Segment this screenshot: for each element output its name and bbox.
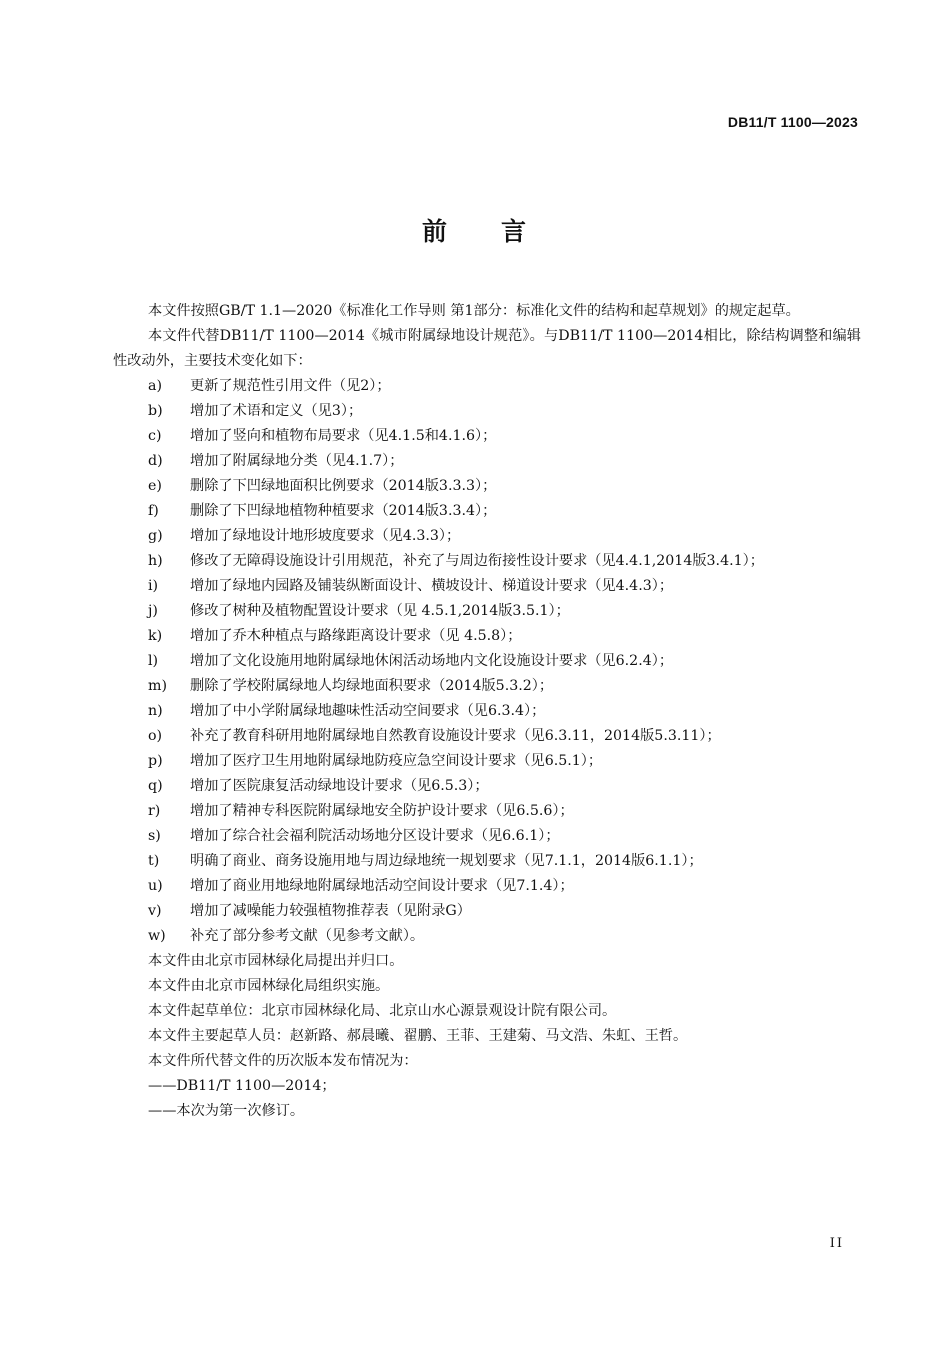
list-marker: d) bbox=[148, 453, 163, 469]
list-text: 增加了乔木种植点与路缘距离设计要求（见 4.5.8）； bbox=[190, 628, 522, 644]
list-marker: n) bbox=[148, 703, 163, 719]
list-text: 修改了树种及植物配置设计要求（见 4.5.1,2014版3.5.1）； bbox=[190, 603, 570, 619]
proposer-line: 本文件由北京市园林绿化局提出并归口。 bbox=[148, 953, 404, 969]
technical-changes-list bbox=[113, 374, 861, 949]
list-item bbox=[113, 499, 861, 524]
list-text: 增加了医院康复活动绿地设计要求（见6.5.3）； bbox=[190, 778, 489, 794]
list-text: 增加了绿地设计地形坡度要求（见4.3.3）； bbox=[190, 528, 461, 544]
intro-paragraph-1: 本文件按照GB/T 1.1—2020《标准化工作导则 第1部分：标准化文件的结构和起草规划》的规定起草。 bbox=[148, 303, 800, 319]
list-item bbox=[113, 574, 861, 599]
drafting-units-line: 本文件起草单位：北京市园林绿化局、北京山水心源景观设计院有限公司。 bbox=[148, 1003, 617, 1019]
list-item bbox=[113, 424, 861, 449]
history-heading-line: 本文件所代替文件的历次版本发布情况为： bbox=[148, 1053, 418, 1069]
list-marker: r) bbox=[148, 803, 161, 819]
list-item bbox=[113, 774, 861, 799]
list-marker: f) bbox=[148, 503, 159, 519]
list-item bbox=[113, 699, 861, 724]
list-marker: l) bbox=[148, 653, 159, 669]
list-text: 补充了教育科研用地附属绿地自然教育设施设计要求（见6.3.11，2014版5.3.11）； bbox=[190, 728, 721, 744]
page-title bbox=[0, 212, 950, 248]
list-text: 增加了附属绿地分类（见4.1.7）； bbox=[190, 453, 404, 469]
list-item bbox=[113, 899, 861, 924]
list-marker: c) bbox=[148, 428, 162, 444]
list-marker: w) bbox=[148, 928, 166, 944]
list-marker: u) bbox=[148, 878, 163, 894]
list-item bbox=[113, 849, 861, 874]
list-marker: p) bbox=[148, 753, 163, 769]
list-text: 增加了绿地内园路及铺装纵断面设计、横坡设计、梯道设计要求（见4.4.3）； bbox=[190, 578, 674, 594]
list-item bbox=[113, 524, 861, 549]
document-code: DB11/T 1100—2023 bbox=[727, 114, 858, 130]
list-item bbox=[113, 374, 861, 399]
list-text: 增加了竖向和植物布局要求（见4.1.5和4.1.6）； bbox=[190, 428, 497, 444]
list-text: 删除了学校附属绿地人均绿地面积要求（2014版5.3.2）； bbox=[190, 678, 554, 694]
list-marker: j) bbox=[148, 603, 158, 619]
title-char-2: 言 bbox=[501, 217, 529, 246]
list-marker: g) bbox=[148, 528, 163, 544]
page-number: II bbox=[829, 1236, 844, 1251]
list-item bbox=[113, 399, 861, 424]
list-text: 增加了医疗卫生用地附属绿地防疫应急空间设计要求（见6.5.1）； bbox=[190, 753, 603, 769]
list-marker: i) bbox=[148, 578, 159, 594]
list-text: 增加了精神专科医院附属绿地安全防护设计要求（见6.5.6）； bbox=[190, 803, 574, 819]
list-text: 增加了术语和定义（见3）； bbox=[190, 403, 363, 419]
list-item bbox=[113, 824, 861, 849]
list-marker: t) bbox=[148, 853, 160, 869]
list-text: 明确了商业、商务设施用地与周边绿地统一规划要求（见7.1.1，2014版6.1.1）； bbox=[190, 853, 703, 869]
list-text: 更新了规范性引用文件（见2）； bbox=[190, 378, 391, 394]
list-marker: s) bbox=[148, 828, 161, 844]
list-item bbox=[113, 649, 861, 674]
list-marker: v) bbox=[148, 903, 162, 919]
list-item bbox=[113, 799, 861, 824]
list-item bbox=[113, 874, 861, 899]
list-text: 增加了文化设施用地附属绿地休闲活动场地内文化设施设计要求（见6.2.4）； bbox=[190, 653, 674, 669]
list-item bbox=[113, 924, 861, 949]
list-marker: h) bbox=[148, 553, 163, 569]
list-text: 增加了综合社会福利院活动场地分区设计要求（见6.6.1）； bbox=[190, 828, 560, 844]
intro-paragraph-2: 本文件代替DB11/T 1100—2014《城市附属绿地设计规范》。与DB11/T 1100—2014相比，除结构调整和编辑性改动外，主要技术变化如下： bbox=[113, 328, 861, 369]
list-item bbox=[113, 749, 861, 774]
list-item bbox=[113, 449, 861, 474]
list-item bbox=[113, 674, 861, 699]
list-marker: o) bbox=[148, 728, 163, 744]
list-text: 删除了下凹绿地面积比例要求（2014版3.3.3）； bbox=[190, 478, 497, 494]
list-text: 修改了无障碍设施设计引用规范，补充了与周边衔接性设计要求（见4.4.1,2014版3.4.1）； bbox=[190, 553, 764, 569]
list-item bbox=[113, 624, 861, 649]
list-text: 删除了下凹绿地植物种植要求（2014版3.3.4）； bbox=[190, 503, 497, 519]
list-text: 增加了减噪能力较强植物推荐表（见附录G） bbox=[190, 903, 471, 919]
list-marker: m) bbox=[148, 678, 167, 694]
history-item-2: ——本次为第一次修订。 bbox=[148, 1103, 305, 1119]
drafters-line: 本文件主要起草人员：赵新路、郝晨曦、翟鹏、王菲、王建菊、马文浩、朱虹、王哲。 bbox=[148, 1028, 688, 1044]
list-text: 增加了商业用地绿地附属绿地活动空间设计要求（见7.1.4）； bbox=[190, 878, 574, 894]
foreword-body bbox=[113, 299, 861, 1124]
list-item bbox=[113, 549, 861, 574]
list-item bbox=[113, 474, 861, 499]
list-marker: q) bbox=[148, 778, 163, 794]
list-marker: k) bbox=[148, 628, 163, 644]
list-marker: e) bbox=[148, 478, 162, 494]
history-item-1: ——DB11/T 1100—2014； bbox=[148, 1078, 336, 1094]
title-char-1: 前 bbox=[421, 217, 449, 246]
list-item bbox=[113, 599, 861, 624]
list-item bbox=[113, 724, 861, 749]
list-text: 增加了中小学附属绿地趣味性活动空间要求（见6.3.4）； bbox=[190, 703, 546, 719]
list-marker: a) bbox=[148, 378, 162, 394]
implementer-line: 本文件由北京市园林绿化局组织实施。 bbox=[148, 978, 390, 994]
list-marker: b) bbox=[148, 403, 163, 419]
list-text: 补充了部分参考文献（见参考文献）。 bbox=[190, 928, 425, 944]
